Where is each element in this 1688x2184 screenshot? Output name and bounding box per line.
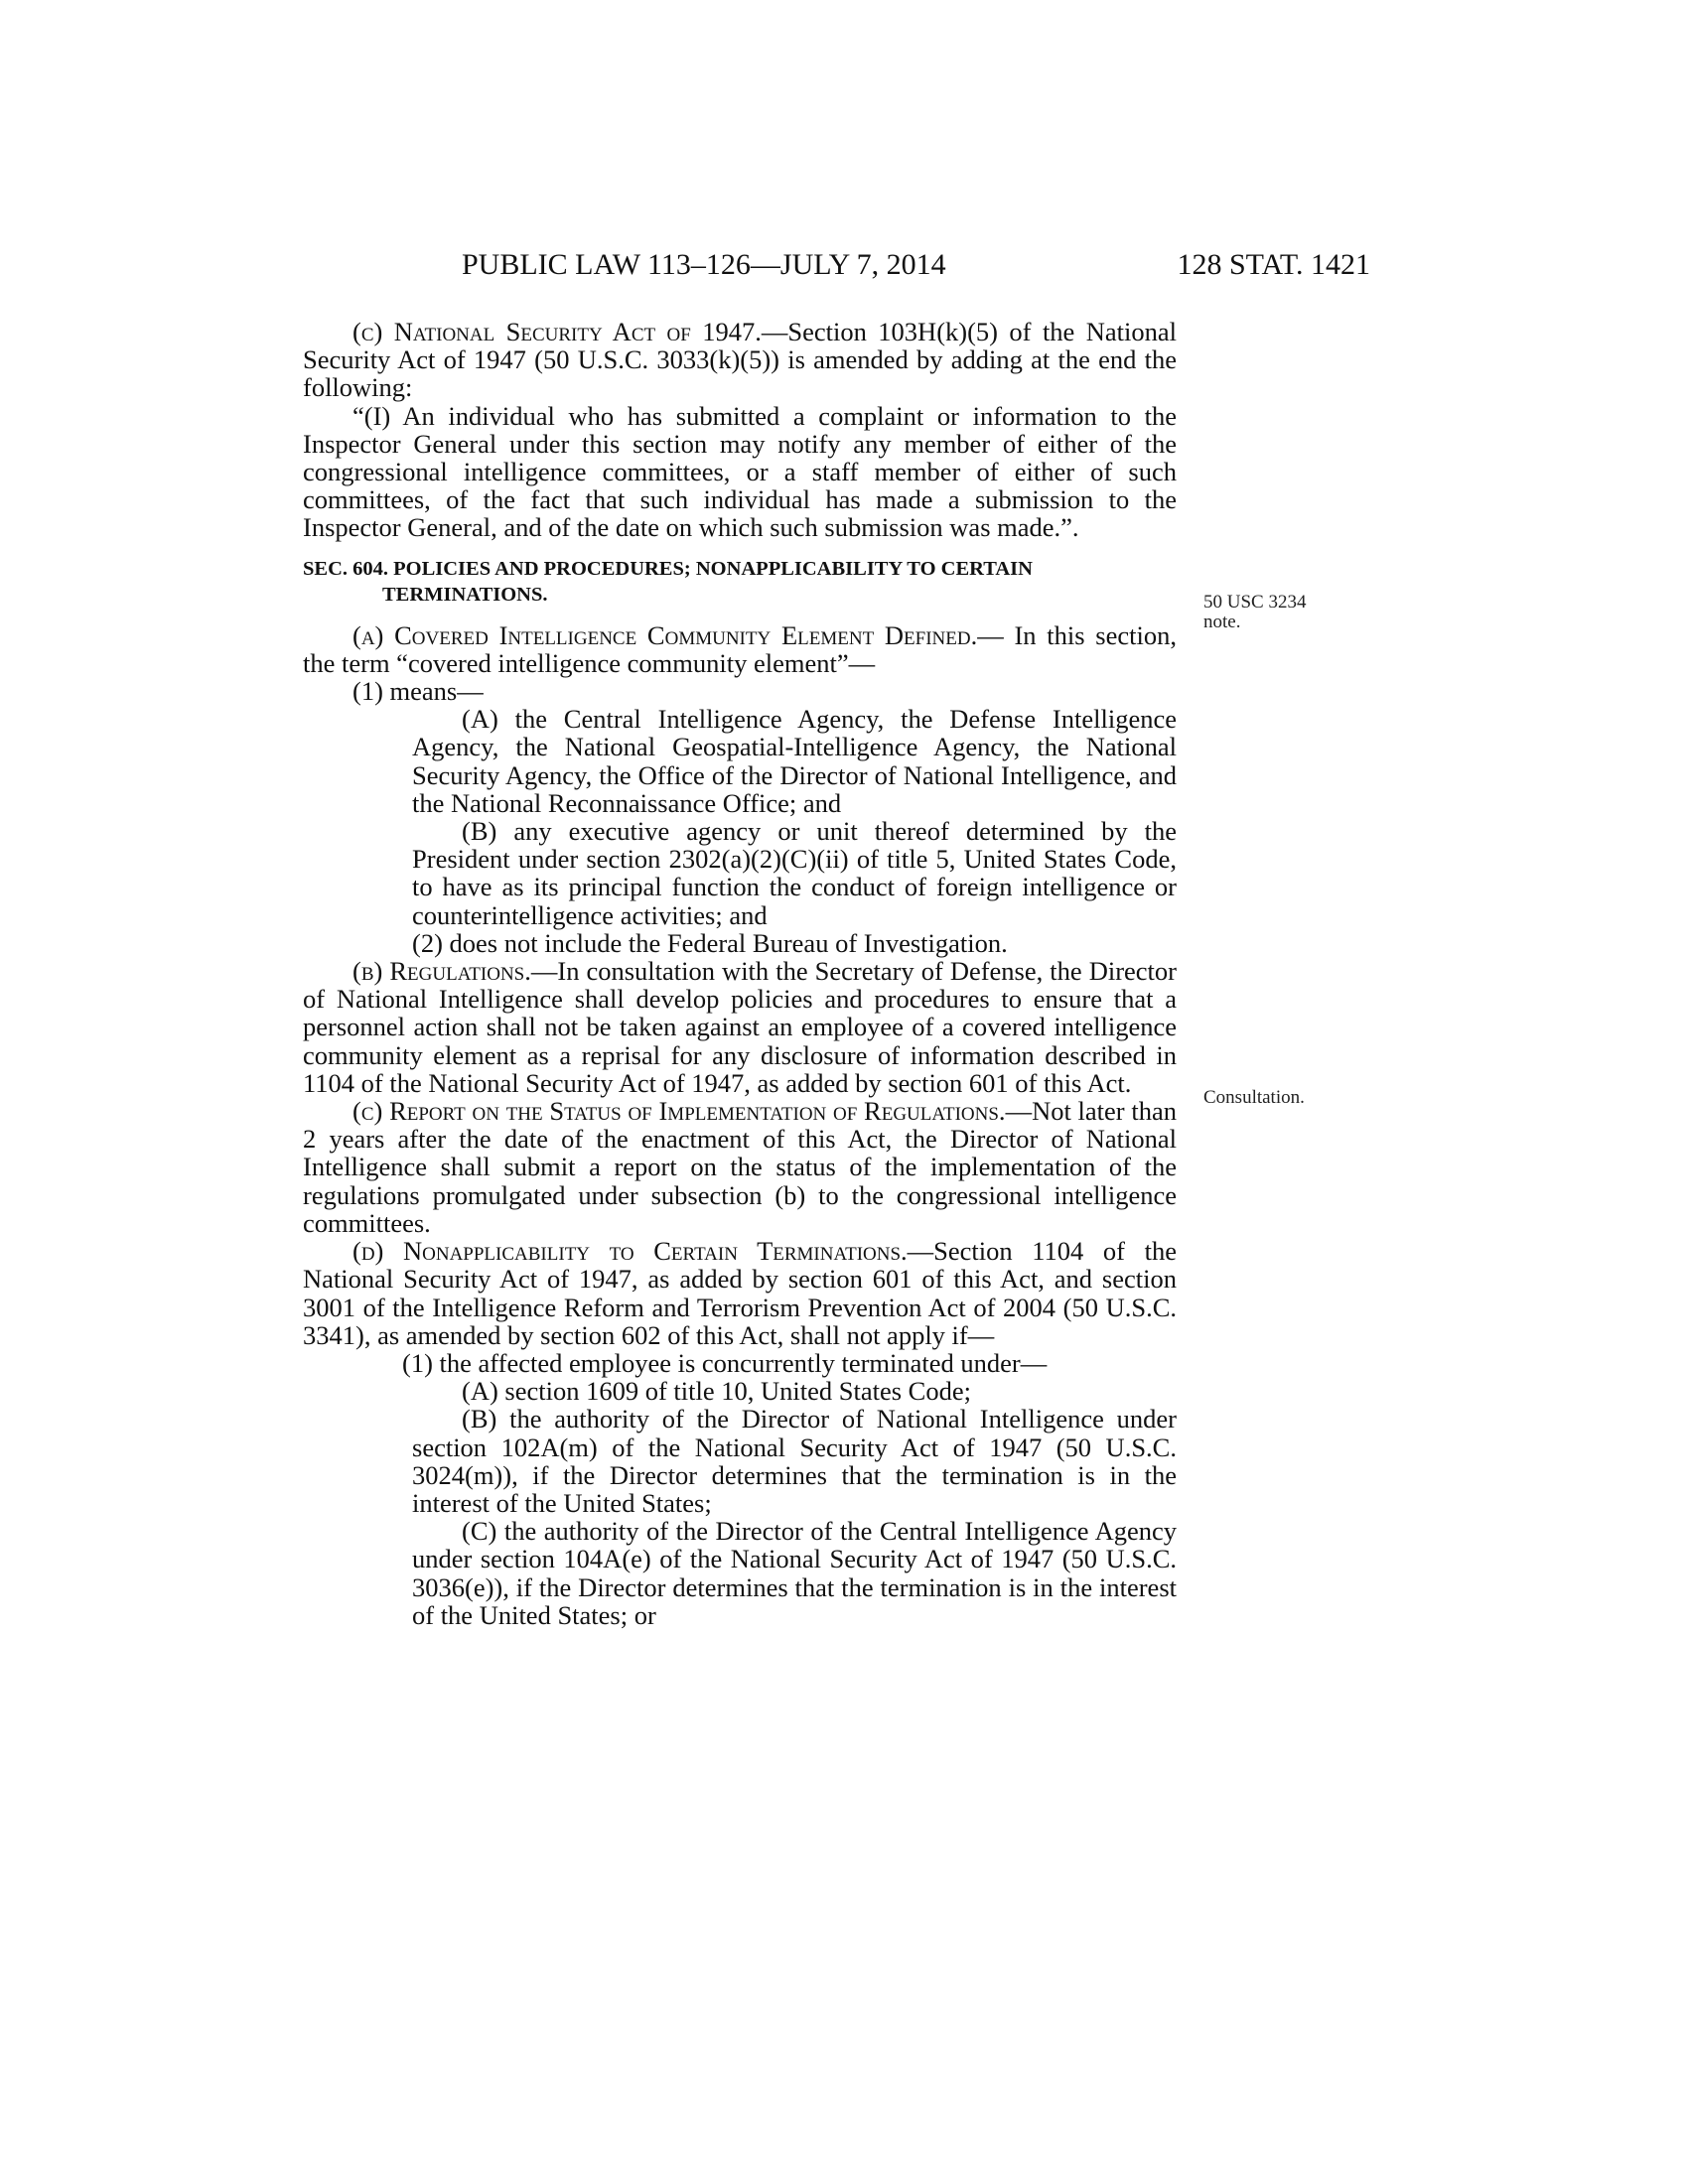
para-c bbox=[303, 318, 1177, 402]
page-header bbox=[298, 248, 1370, 288]
margin-note-usc-line2: note. bbox=[1203, 612, 1241, 632]
para-d1: (1) the affected employee is concurrently terminated under— bbox=[402, 1347, 1048, 1378]
para-a1: (1) means— bbox=[352, 676, 484, 707]
para-d bbox=[303, 1237, 1177, 1349]
para-d-heading: (d) Nonapplicability to Certain Terminations. bbox=[352, 1236, 908, 1267]
para-c2-text: —Not later than 2 years after the date of the enactment of this Act, the Director of National Intelligence shall submit a report on the status of the implementation of the regulations promulgated under subsection (b) to the congressional intelligence committees. bbox=[303, 1096, 1177, 1238]
para-b bbox=[303, 957, 1177, 1097]
para-c2 bbox=[303, 1097, 1177, 1237]
statute-page: 128 STAT. 1421 bbox=[1177, 248, 1370, 281]
para-c-quote: “(I) An individual who has submitted a complaint or information to the Inspector General under this section may notify any member of either of the congressional intelligence committees, or a staff member of either of such committees, of the fact that such individual has made a submission to the Inspector General, and of the date on which such submission was made.”. bbox=[303, 400, 1177, 543]
para-a1A: (A) the Central Intelligence Agency, the Defense Intelligence Agency, the National Geospatial-Intelligence Agency, the National Security Agency, the Office of the Director of National Intelligence, and the National Reconnaissance Office; and bbox=[412, 704, 1177, 818]
para-a1B: (B) any executive agency or unit thereof determined by the President under section 2302(a)(2)(C)(ii) of title 5, United States Code, to have as its principal function the conduct of foreign intelligence or counterintelligence activities; and bbox=[412, 816, 1177, 930]
document-body bbox=[303, 318, 1177, 1629]
law-title: PUBLIC LAW 113–126—JULY 7, 2014 bbox=[462, 248, 946, 281]
para-a-heading: (a) Covered Intelligence Community Element Defined. bbox=[352, 619, 978, 650]
para-c-text: —Section 103H(k)(5) of the National Security Act of 1947 (50 U.S.C. 3033(k)(5)) is amended by adding at the end the following: bbox=[303, 317, 1177, 403]
para-a-text: — In this section, the term “covered intelligence community element”— bbox=[303, 619, 1177, 678]
para-c-heading: (c) National Security Act of 1947. bbox=[352, 317, 762, 346]
margin-note-consultation: Consultation. bbox=[1203, 1087, 1305, 1108]
para-d1C: (C) the authority of the Director of the Central Intelligence Agency under section 104A(e) of the National Security Act of 1947 (50 U.S.C. 3036(e)), if the Director determines that the termination is in the interest of the United States; or bbox=[412, 1516, 1177, 1630]
para-a bbox=[303, 621, 1177, 677]
para-b-heading: (b) Regulations. bbox=[352, 956, 531, 987]
margin-note-usc-line1: 50 USC 3234 bbox=[1203, 592, 1307, 613]
para-d1B: (B) the authority of the Director of National Intelligence under section 102A(m) of the National Security Act of 1947 (50 U.S.C. 3024(m)), if the Director determines that the termination is in the interest of the United States; bbox=[412, 1404, 1177, 1518]
margin-note-usc bbox=[1203, 593, 1306, 632]
para-d-text: —Section 1104 of the National Security Act of 1947, as added by section 601 of this Act, and section 3001 of the Intelligence Reform and Terrorism Prevention Act of 2004 (50 U.S.C. 3341), as amended by section 602 of this Act, shall not apply if— bbox=[303, 1236, 1178, 1350]
section-heading: SEC. 604. POLICIES AND PROCEDURES; NONAPPLICABILITY TO CERTAIN TERMINATIONS. bbox=[303, 557, 1033, 606]
para-d1A: (A) section 1609 of title 10, United States Code; bbox=[462, 1376, 971, 1407]
para-b-text: —In consultation with the Secretary of Defense, the Director of National Intelligence shall develop policies and procedures to ensure that a personnel action shall not be taken against an employee of a covered intelligence community element as a reprisal for any disclosure of information described in 1104 of the National Security Act of 1947, as added by section 601 of this Act. bbox=[303, 956, 1177, 1098]
para-a2: (2) does not include the Federal Bureau of Investigation. bbox=[412, 927, 1008, 958]
para-c2-heading: (c) Report on the Status of Implementation of Regulations. bbox=[352, 1096, 1006, 1127]
